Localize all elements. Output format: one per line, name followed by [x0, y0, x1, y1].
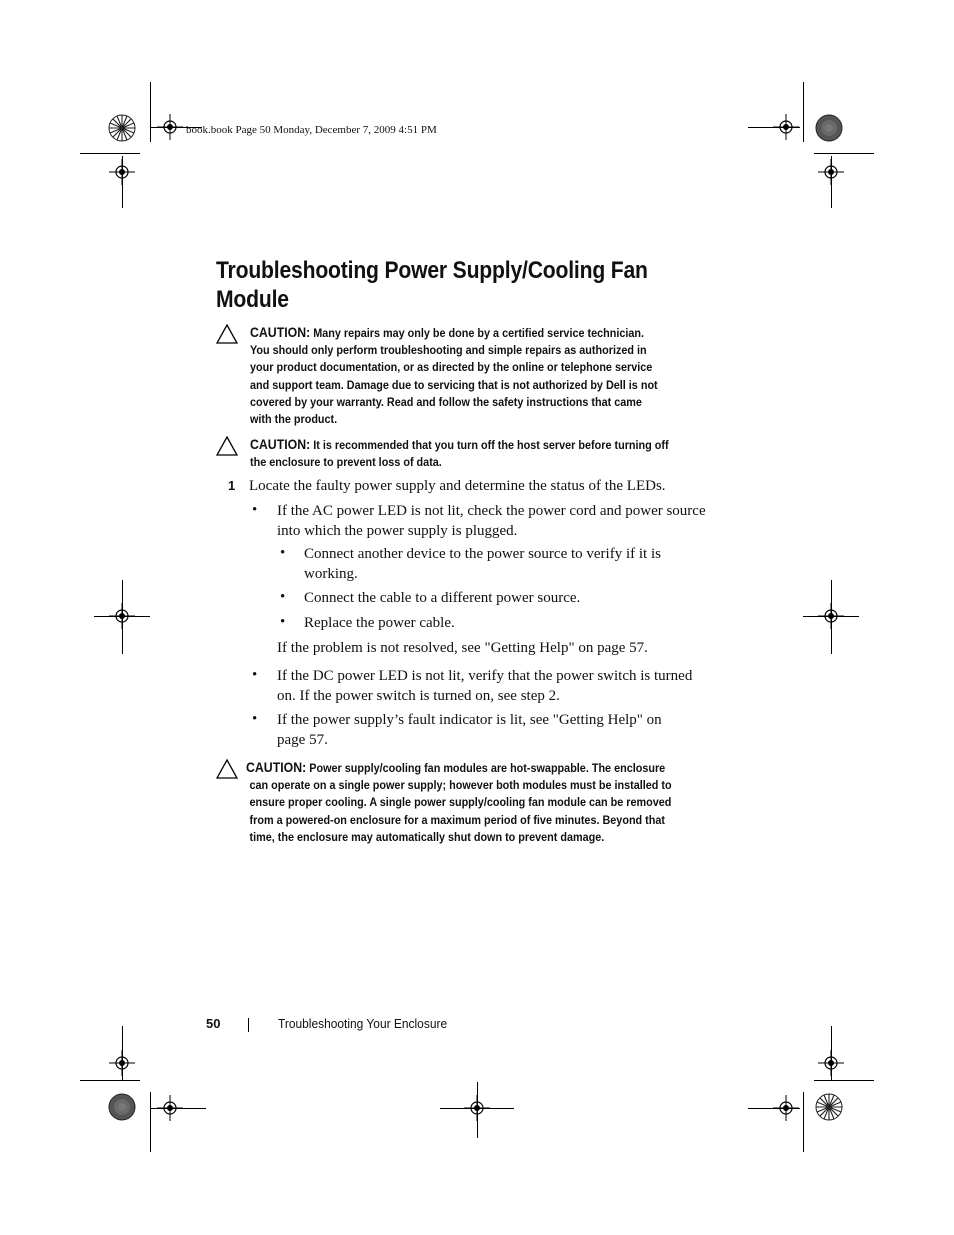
- caution-line: It is recommended that you turn off the host server before turning off: [313, 438, 669, 452]
- caution-line: You should only perform troubleshooting and simple repairs as authorized in: [250, 343, 647, 358]
- gray-balance-target-icon: [815, 114, 843, 142]
- crop-mark: [80, 1080, 140, 1081]
- footer-section-title: Troubleshooting Your Enclosure: [278, 1016, 448, 1031]
- bullet-line: If the DC power LED is not lit, verify that the power switch is turned: [277, 668, 693, 684]
- registration-target-icon: [157, 114, 183, 140]
- bullet-line: into which the power supply is plugged.: [277, 522, 518, 539]
- caution-line: time, the enclosure may automatically shut down to prevent damage.: [249, 829, 605, 844]
- caution-triangle-icon: [216, 436, 238, 456]
- caution-triangle-icon: [216, 759, 238, 779]
- caution-line: ensure proper cooling. A single power supply/cooling fan module can be removed: [249, 795, 672, 810]
- bullet-line: page 57.: [277, 731, 328, 748]
- caution-line: with the product.: [250, 412, 338, 427]
- caution-line: your product documentation, or as directed by the online or telephone service: [250, 360, 653, 375]
- bullet-glyph: •: [280, 589, 286, 605]
- caution-line: can operate on a single power supply; however both modules must be installed to: [249, 778, 672, 793]
- bullet-line: If the power supply’s fault indicator is lit, see "Getting Help" on: [277, 712, 662, 728]
- step-number: 1: [228, 478, 236, 493]
- print-header: book.book Page 50 Monday, December 7, 2009 4:51 PM: [186, 124, 437, 136]
- page-title-line: Module: [216, 286, 289, 313]
- caution-triangle-icon: [216, 324, 238, 344]
- bullet-item: [277, 711, 727, 750]
- crop-mark: [803, 1092, 804, 1152]
- caution-line: Power supply/cooling fan modules are hot-swappable. The enclosure: [309, 761, 666, 775]
- bullet-line: Replace the power cable.: [304, 615, 455, 631]
- bullet-glyph: •: [252, 502, 258, 518]
- crop-mark: [80, 153, 140, 154]
- page-number: 50: [206, 1016, 221, 1031]
- page-title: [216, 256, 674, 314]
- registration-target-icon: [773, 1095, 799, 1121]
- bullet-item: [277, 667, 727, 706]
- caution-label: CAUTION:: [250, 436, 311, 452]
- registration-target-icon: [818, 1050, 844, 1076]
- bullet-followup: If the problem is not resolved, see "Getting Help" on page 57.: [277, 640, 648, 656]
- bullet-line: Connect another device to the power source to verify if it is: [304, 546, 661, 562]
- caution-label: CAUTION:: [246, 759, 307, 775]
- caution-text: [246, 759, 721, 846]
- bullet-glyph: •: [252, 711, 258, 727]
- registration-target-icon: [109, 603, 135, 629]
- registration-target-icon: [157, 1095, 183, 1121]
- crop-mark: [150, 82, 151, 142]
- footer-divider: [248, 1018, 249, 1032]
- caution-text: [250, 324, 725, 428]
- caution-line: from a powered-on enclosure for a maximum period of five minutes. Beyond that: [249, 812, 666, 827]
- registration-target-icon: [818, 159, 844, 185]
- caution-line: covered by your warranty. Read and follow the safety instructions that came: [250, 394, 642, 409]
- caution-text: [250, 436, 725, 471]
- bullet-line: If the AC power LED is not lit, check the power cord and power source: [277, 503, 706, 519]
- crop-mark: [150, 1092, 151, 1152]
- caution-line: Many repairs may only be done by a certified service technician.: [313, 326, 645, 340]
- starburst-target-icon: [108, 114, 136, 142]
- bullet-line: Connect the cable to a different power source.: [304, 590, 581, 606]
- crop-mark: [803, 82, 804, 142]
- gray-balance-target-icon: [108, 1093, 136, 1121]
- step-text: Locate the faulty power supply and determine the status of the LEDs.: [249, 478, 666, 494]
- registration-target-icon: [109, 159, 135, 185]
- starburst-target-icon: [815, 1093, 843, 1121]
- registration-target-icon: [818, 603, 844, 629]
- registration-target-icon: [773, 114, 799, 140]
- caution-label: CAUTION:: [250, 324, 311, 340]
- bullet-glyph: •: [252, 667, 258, 683]
- registration-target-icon: [464, 1095, 490, 1121]
- bullet-line: working.: [304, 565, 358, 582]
- caution-line: and support team. Damage due to servicing that is not authorized by Dell is not: [250, 377, 658, 392]
- caution-line: the enclosure to prevent loss of data.: [250, 455, 442, 470]
- bullet-item: [277, 502, 727, 541]
- crop-mark: [814, 153, 874, 154]
- sub-bullet-item: [304, 545, 724, 584]
- sub-bullet-item: [304, 589, 724, 609]
- bullet-line: on. If the power switch is turned on, see step 2.: [277, 687, 560, 704]
- page-title-line: Troubleshooting Power Supply/Cooling Fan: [216, 257, 648, 284]
- bullet-glyph: •: [280, 614, 286, 630]
- sub-bullet-item: [304, 614, 724, 634]
- crop-mark: [814, 1080, 874, 1081]
- bullet-glyph: •: [280, 545, 286, 561]
- registration-target-icon: [109, 1050, 135, 1076]
